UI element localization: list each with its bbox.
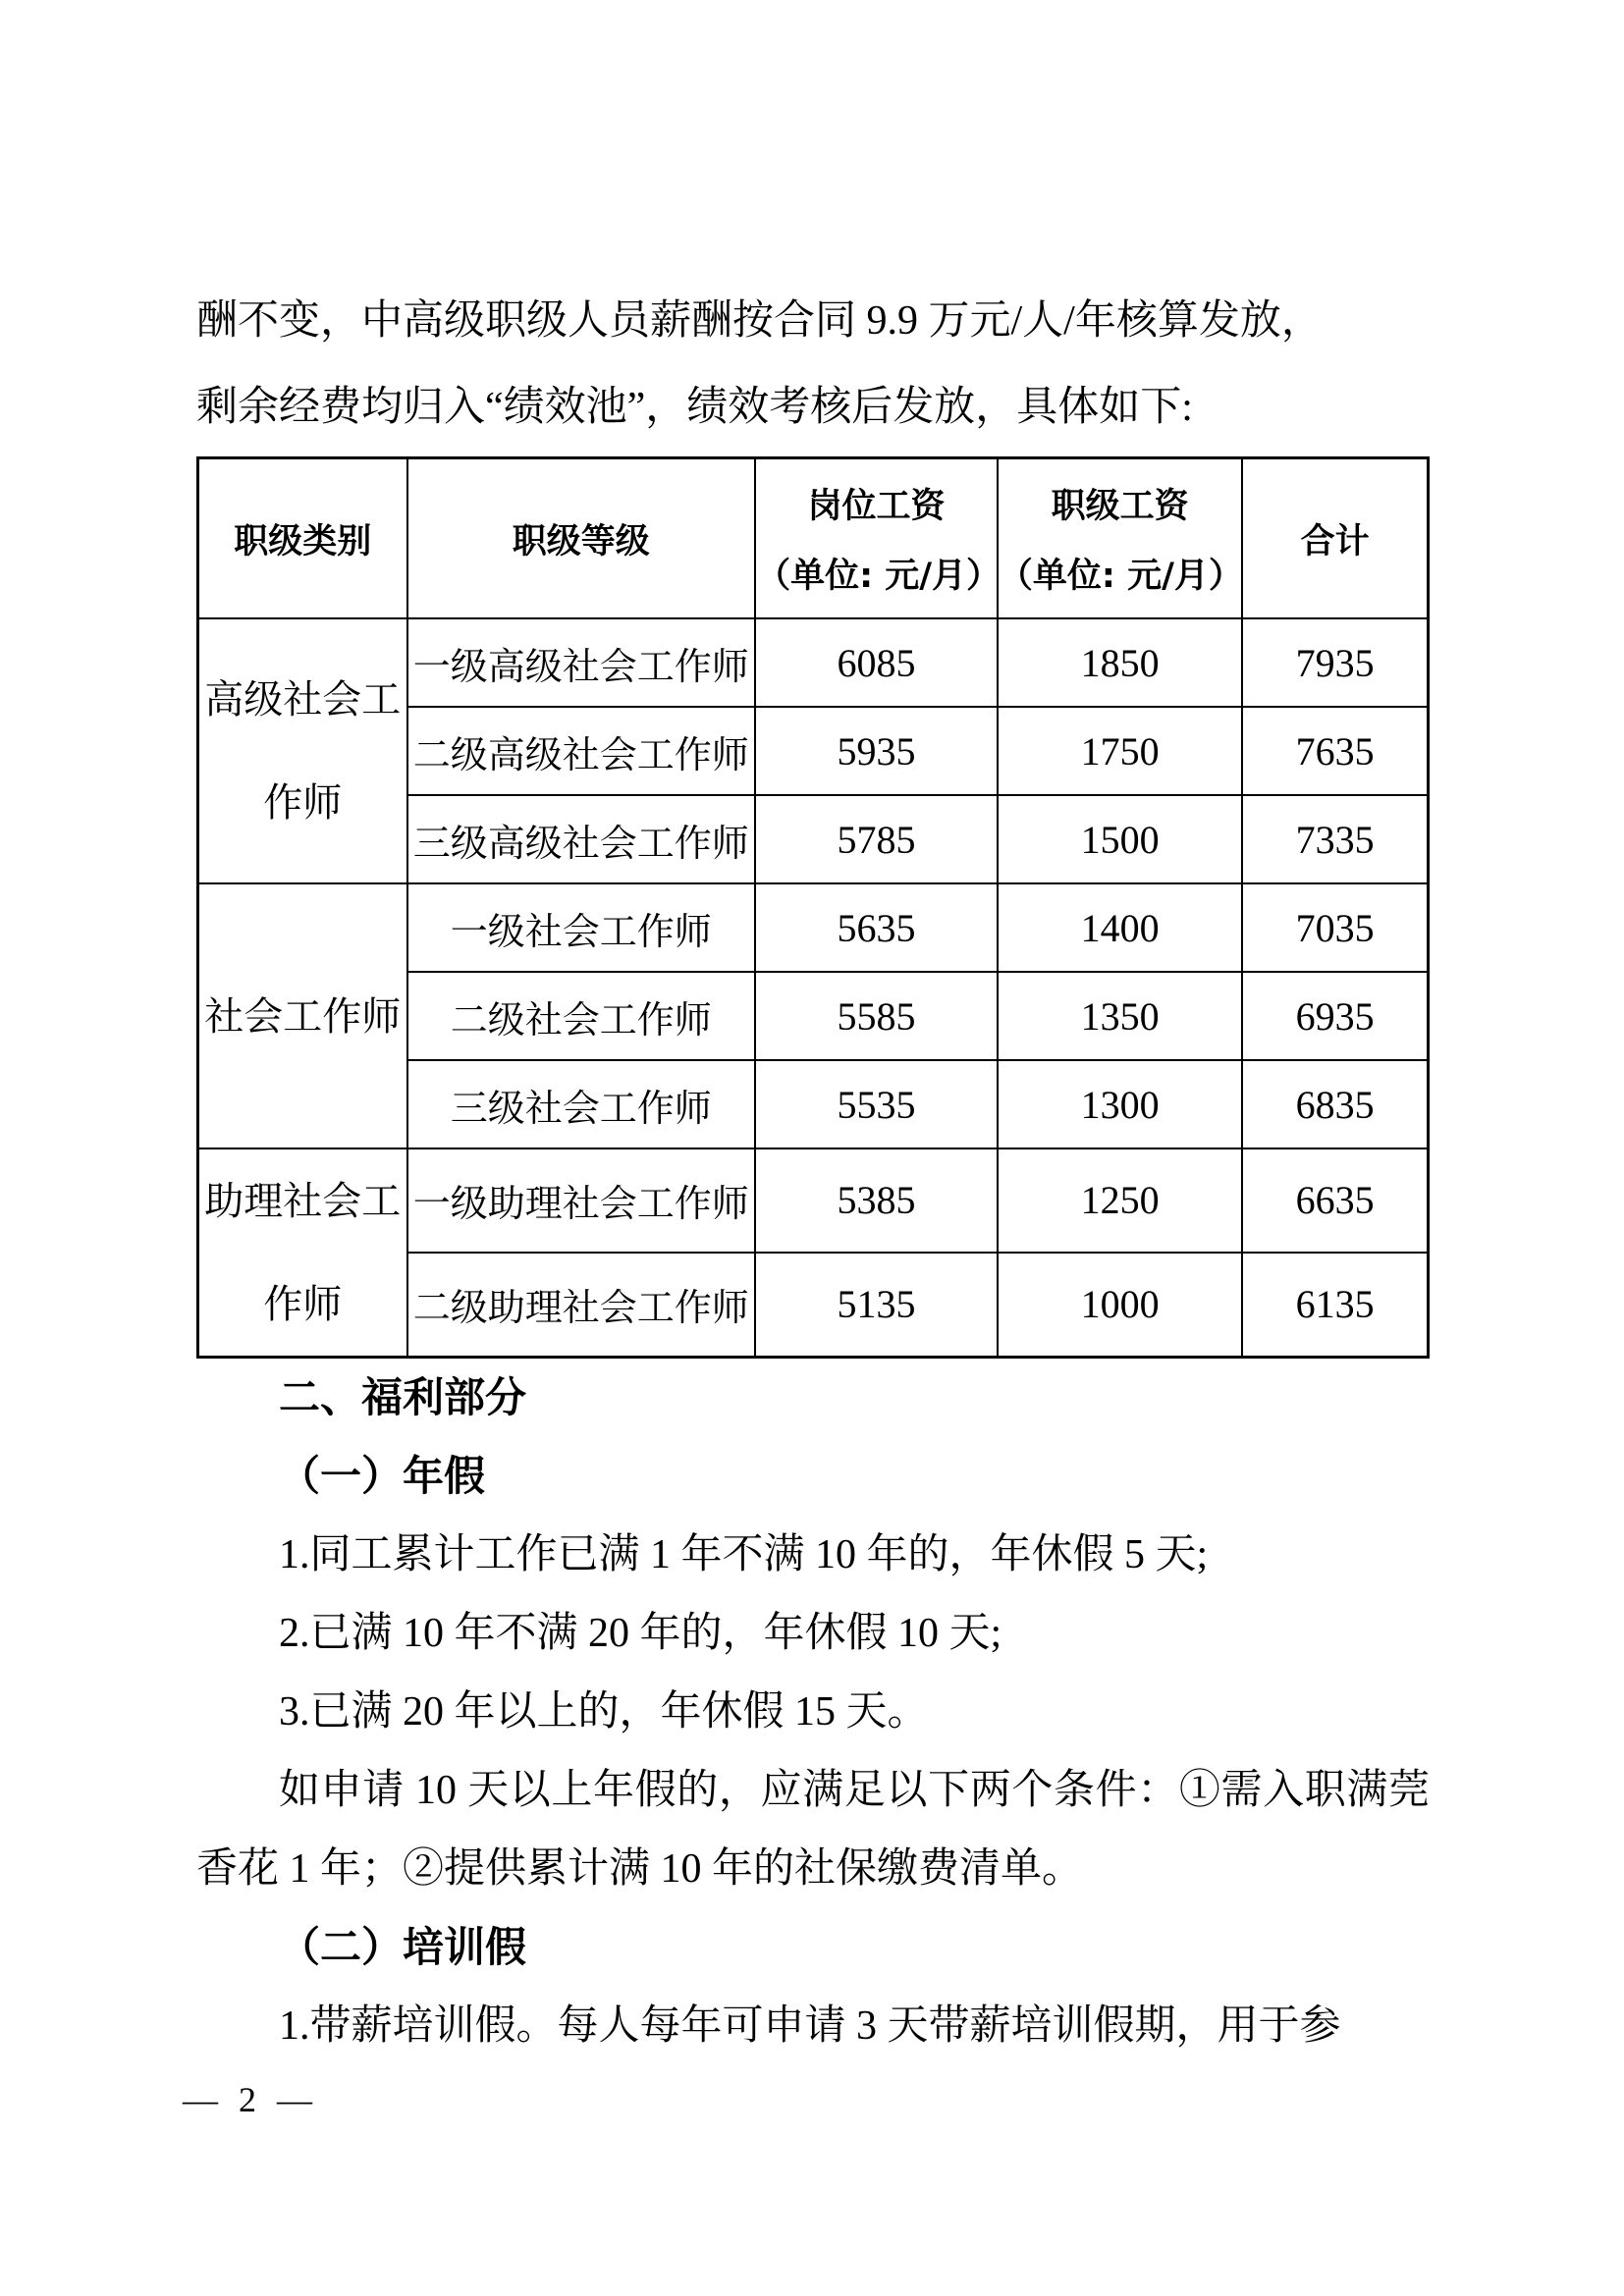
section-heading-welfare: 二、福利部分 <box>279 1373 527 1421</box>
intro-line-1: 酬不变，中高级职级人员薪酬按合同 9.9 万元/人/年核算发放， <box>196 298 1323 344</box>
total-cell: 7335 <box>1242 795 1428 883</box>
rank-salary-cell: 1500 <box>998 795 1242 883</box>
grade-cell: 二级助理社会工作师 <box>407 1253 756 1358</box>
post-salary-cell: 5785 <box>755 795 998 883</box>
rank-salary-cell: 1300 <box>998 1060 1242 1148</box>
post-salary-cell: 6085 <box>755 618 998 707</box>
col-header-category <box>198 458 407 619</box>
grade-cell: 二级社会工作师 <box>407 972 756 1060</box>
post-salary-cell: 5935 <box>755 707 998 795</box>
grade-cell: 一级社会工作师 <box>407 883 756 972</box>
col-header-category-label: 职级类别 <box>234 521 372 561</box>
table-header-row <box>198 458 1429 619</box>
col-header-post-salary <box>755 458 1001 619</box>
col-header-total-label: 合计 <box>1300 521 1370 561</box>
training-leave-item-1: 1.带薪培训假。每人每年可申请 3 天带薪培训假期，用于参 <box>279 2003 1341 2049</box>
post-salary-cell: 5385 <box>755 1148 998 1253</box>
welfare-sections <box>196 1359 1430 2065</box>
table-row <box>198 1148 1429 1253</box>
page-number: — 2 — <box>183 2080 318 2119</box>
annual-leave-note: 如申请 10 天以上年假的，应满足以下两个条件：①需入职满莞香花 1 年；②提供累计满 10 年的社保缴费清单。 <box>196 1768 1430 1892</box>
intro-paragraph <box>196 0 1430 451</box>
category-cell-assistant: 助理社会工作师 <box>198 1148 407 1358</box>
rank-salary-cell: 1850 <box>998 618 1242 707</box>
table-row <box>198 883 1429 972</box>
col-header-post-salary-unit: （单位: 元/月） <box>756 556 1001 596</box>
col-header-rank-salary-label: 职级工资 <box>1051 487 1189 527</box>
col-header-rank-salary-unit: （单位: 元/月） <box>998 556 1243 596</box>
col-header-grade <box>407 458 756 619</box>
total-cell: 7035 <box>1242 883 1428 972</box>
rank-salary-cell: 1000 <box>998 1253 1242 1358</box>
grade-cell: 二级高级社会工作师 <box>407 707 756 795</box>
annual-leave-item-3: 3.已满 20 年以上的，年休假 15 天。 <box>279 1689 929 1735</box>
col-header-rank-salary <box>998 458 1242 619</box>
annual-leave-item-2: 2.已满 10 年不满 20 年的，年休假 10 天; <box>279 1611 1002 1656</box>
grade-cell: 一级高级社会工作师 <box>407 618 756 707</box>
subsection-heading-training-leave: （二）培训假 <box>279 1923 527 1971</box>
total-cell: 6835 <box>1242 1060 1428 1148</box>
rank-salary-cell: 1400 <box>998 883 1242 972</box>
total-cell: 7635 <box>1242 707 1428 795</box>
intro-line-2: 剩余经费均归入“绩效池”，绩效考核后发放，具体如下: <box>196 385 1193 430</box>
total-cell: 6935 <box>1242 972 1428 1060</box>
grade-cell: 三级社会工作师 <box>407 1060 756 1148</box>
rank-salary-cell: 1750 <box>998 707 1242 795</box>
total-cell: 6135 <box>1242 1253 1428 1358</box>
rank-salary-cell: 1250 <box>998 1148 1242 1253</box>
post-salary-cell: 5535 <box>755 1060 998 1148</box>
document-page <box>196 0 1430 2065</box>
col-header-total <box>1242 458 1428 619</box>
category-cell-senior: 高级社会工作师 <box>198 618 407 883</box>
table-row <box>198 618 1429 707</box>
grade-cell: 三级高级社会工作师 <box>407 795 756 883</box>
salary-table <box>196 456 1430 1359</box>
post-salary-cell: 5585 <box>755 972 998 1060</box>
post-salary-cell: 5635 <box>755 883 998 972</box>
col-header-grade-label: 职级等级 <box>512 521 650 561</box>
subsection-heading-annual-leave: （一）年假 <box>279 1452 486 1500</box>
annual-leave-item-1: 1.同工累计工作已满 1 年不满 10 年的，年休假 5 天; <box>279 1532 1209 1577</box>
grade-cell: 一级助理社会工作师 <box>407 1148 756 1253</box>
rank-salary-cell: 1350 <box>998 972 1242 1060</box>
category-cell-mid: 社会工作师 <box>198 883 407 1148</box>
col-header-post-salary-label: 岗位工资 <box>807 487 946 527</box>
post-salary-cell: 5135 <box>755 1253 998 1358</box>
total-cell: 6635 <box>1242 1148 1428 1253</box>
total-cell: 7935 <box>1242 618 1428 707</box>
